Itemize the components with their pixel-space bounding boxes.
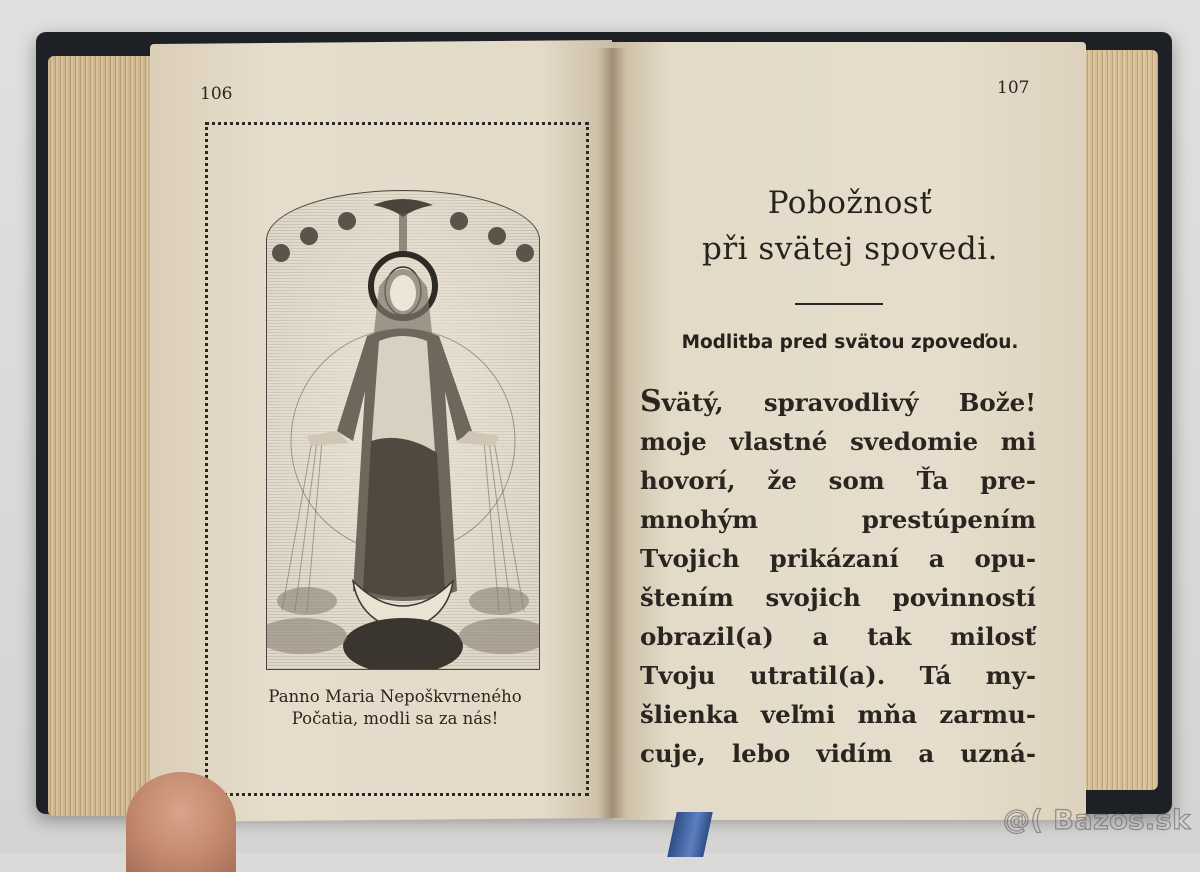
body-line: cuje, lebo vidím a uzná- <box>640 739 1036 768</box>
body-line: Tvojich prikázaní a opu- <box>640 544 1036 573</box>
caption-line-2: Počatia, modli sa za nás! <box>291 709 499 728</box>
prayer-body <box>640 382 1036 773</box>
body-line: Svätý, spravodlivý Bože! <box>640 384 1036 419</box>
caption-line-1: Panno Maria Nepoškvrneného <box>268 687 522 706</box>
body-line: mnohým prestúpením <box>640 505 1036 534</box>
body-line: štením svojich povinností <box>640 583 1036 612</box>
page-edges-right <box>1080 50 1158 790</box>
thumb <box>126 772 236 872</box>
page-number-right: 107 <box>997 78 1030 98</box>
title-divider <box>795 303 883 305</box>
body-line: moje vlastné svedomie mi <box>640 427 1036 456</box>
body-line: šlienka veľmi mňa zarmu- <box>640 700 1036 729</box>
prayer-subtitle: Modlitba pred svätou zpoveďou. <box>681 332 1019 353</box>
book-gutter <box>598 48 626 818</box>
illustration-caption <box>225 686 565 730</box>
chapter-title-line-1: Pobožnosť <box>767 185 933 221</box>
body-line: hovorí, že som Ťa pre- <box>640 466 1036 495</box>
chapter-title-line-2: při svätej spovedi. <box>702 231 998 267</box>
madonna-engraving-icon <box>267 191 539 669</box>
body-line: obrazil(a) a tak milosť <box>640 622 1036 651</box>
watermark: @( Bazos.sk <box>1003 805 1191 836</box>
body-line: Tvoju utratil(a). Tá my- <box>640 661 1036 690</box>
page-number-left: 106 <box>200 84 233 104</box>
madonna-illustration <box>266 190 540 670</box>
chapter-title <box>630 180 1070 272</box>
